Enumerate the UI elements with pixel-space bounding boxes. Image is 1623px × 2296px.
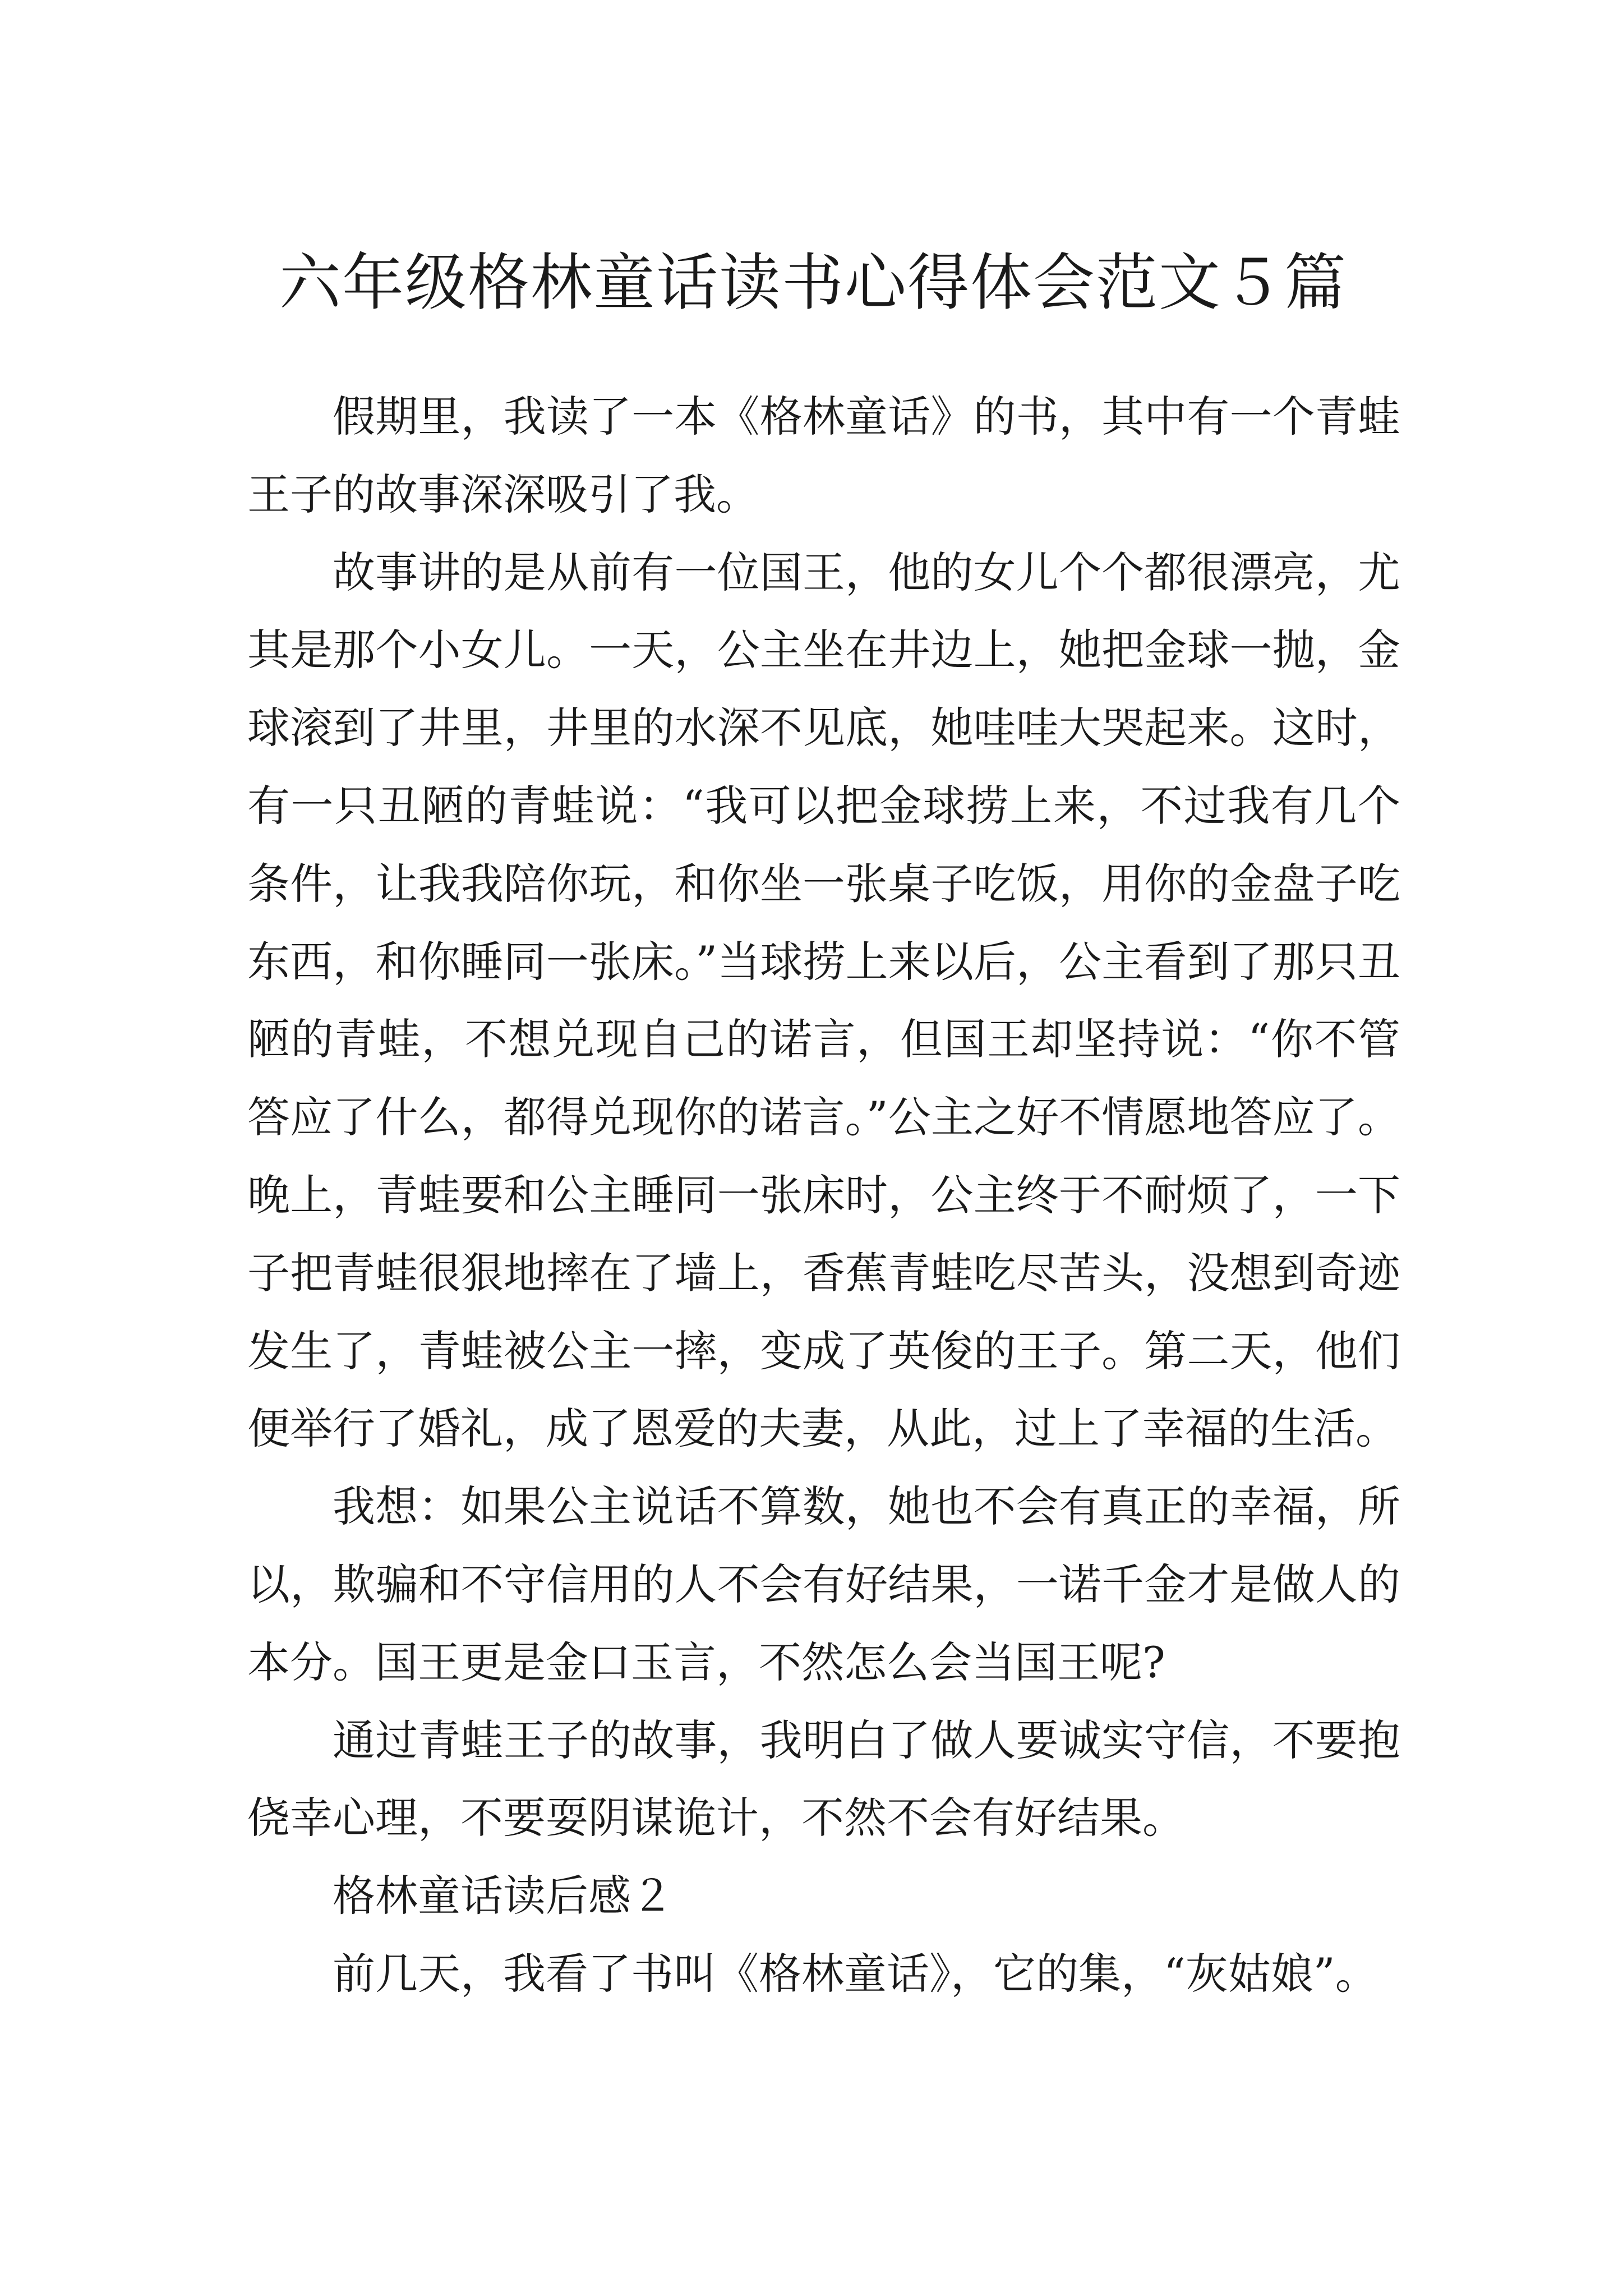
paragraph: 通过青蛙王子的故事，我明白了做人要诚实守信，不要抱侥幸心理，不要耍阴谋诡计，不然不会有好结果。 [247,1715,1400,1843]
paragraph: 故事讲的是从前有一位国王，他的女儿个个都很漂亮，尤其是那个小女儿。一天，公主坐在井边上，她把金球一抛，金球滚到了井里，井里的水深不见底，她哇哇大哭起来。这时，有一只丑陋的青蛙说：“我可以把金球捞上来，不过我有几个条件，让我我陪你玩，和你坐一张桌子吃饭，用你的金盘子吃东西，和你睡同一张床。”当球捞上来以后，公主看到了那只丑陋的青蛙，不想兑现自己的诺言，但国王却坚持说：“你不管答应了什么，都得兑现你的诺言。”公主之好不情愿地答应了。晚上，青蛙要和公主睡同一张床时，公主终于不耐烦了，一下子把青蛙很狠地摔在了墙上，香蕉青蛙吃尽苦头，没想到奇迹发生了，青蛙被公主一摔，变成了英俊的王子。第二天，他们便举行了婚礼，成了恩爱的夫妻，从此，过上了幸福的生活。 [247,547,1400,1454]
document-title: 六年级格林童话读书心得体会范文５篇 [279,246,1347,319]
paragraph: 我想：如果公主说话不算数，她也不会有真正的幸福，所以，欺骗和不守信用的人不会有好结果，一诺千金才是做人的本分。国王更是金口玉言，不然怎么会当国王呢? [247,1481,1400,1687]
document-body [247,378,1400,2013]
paragraph: 假期里，我读了一本《格林童话》的书，其中有一个青蛙王子的故事深深吸引了我。 [247,392,1400,519]
paragraph: 前几天，我看了书叫《格林童话》，它的集，“灰姑娘”。 [333,1948,1378,1999]
section-heading: 格林童话读后感２ [333,1871,674,1921]
